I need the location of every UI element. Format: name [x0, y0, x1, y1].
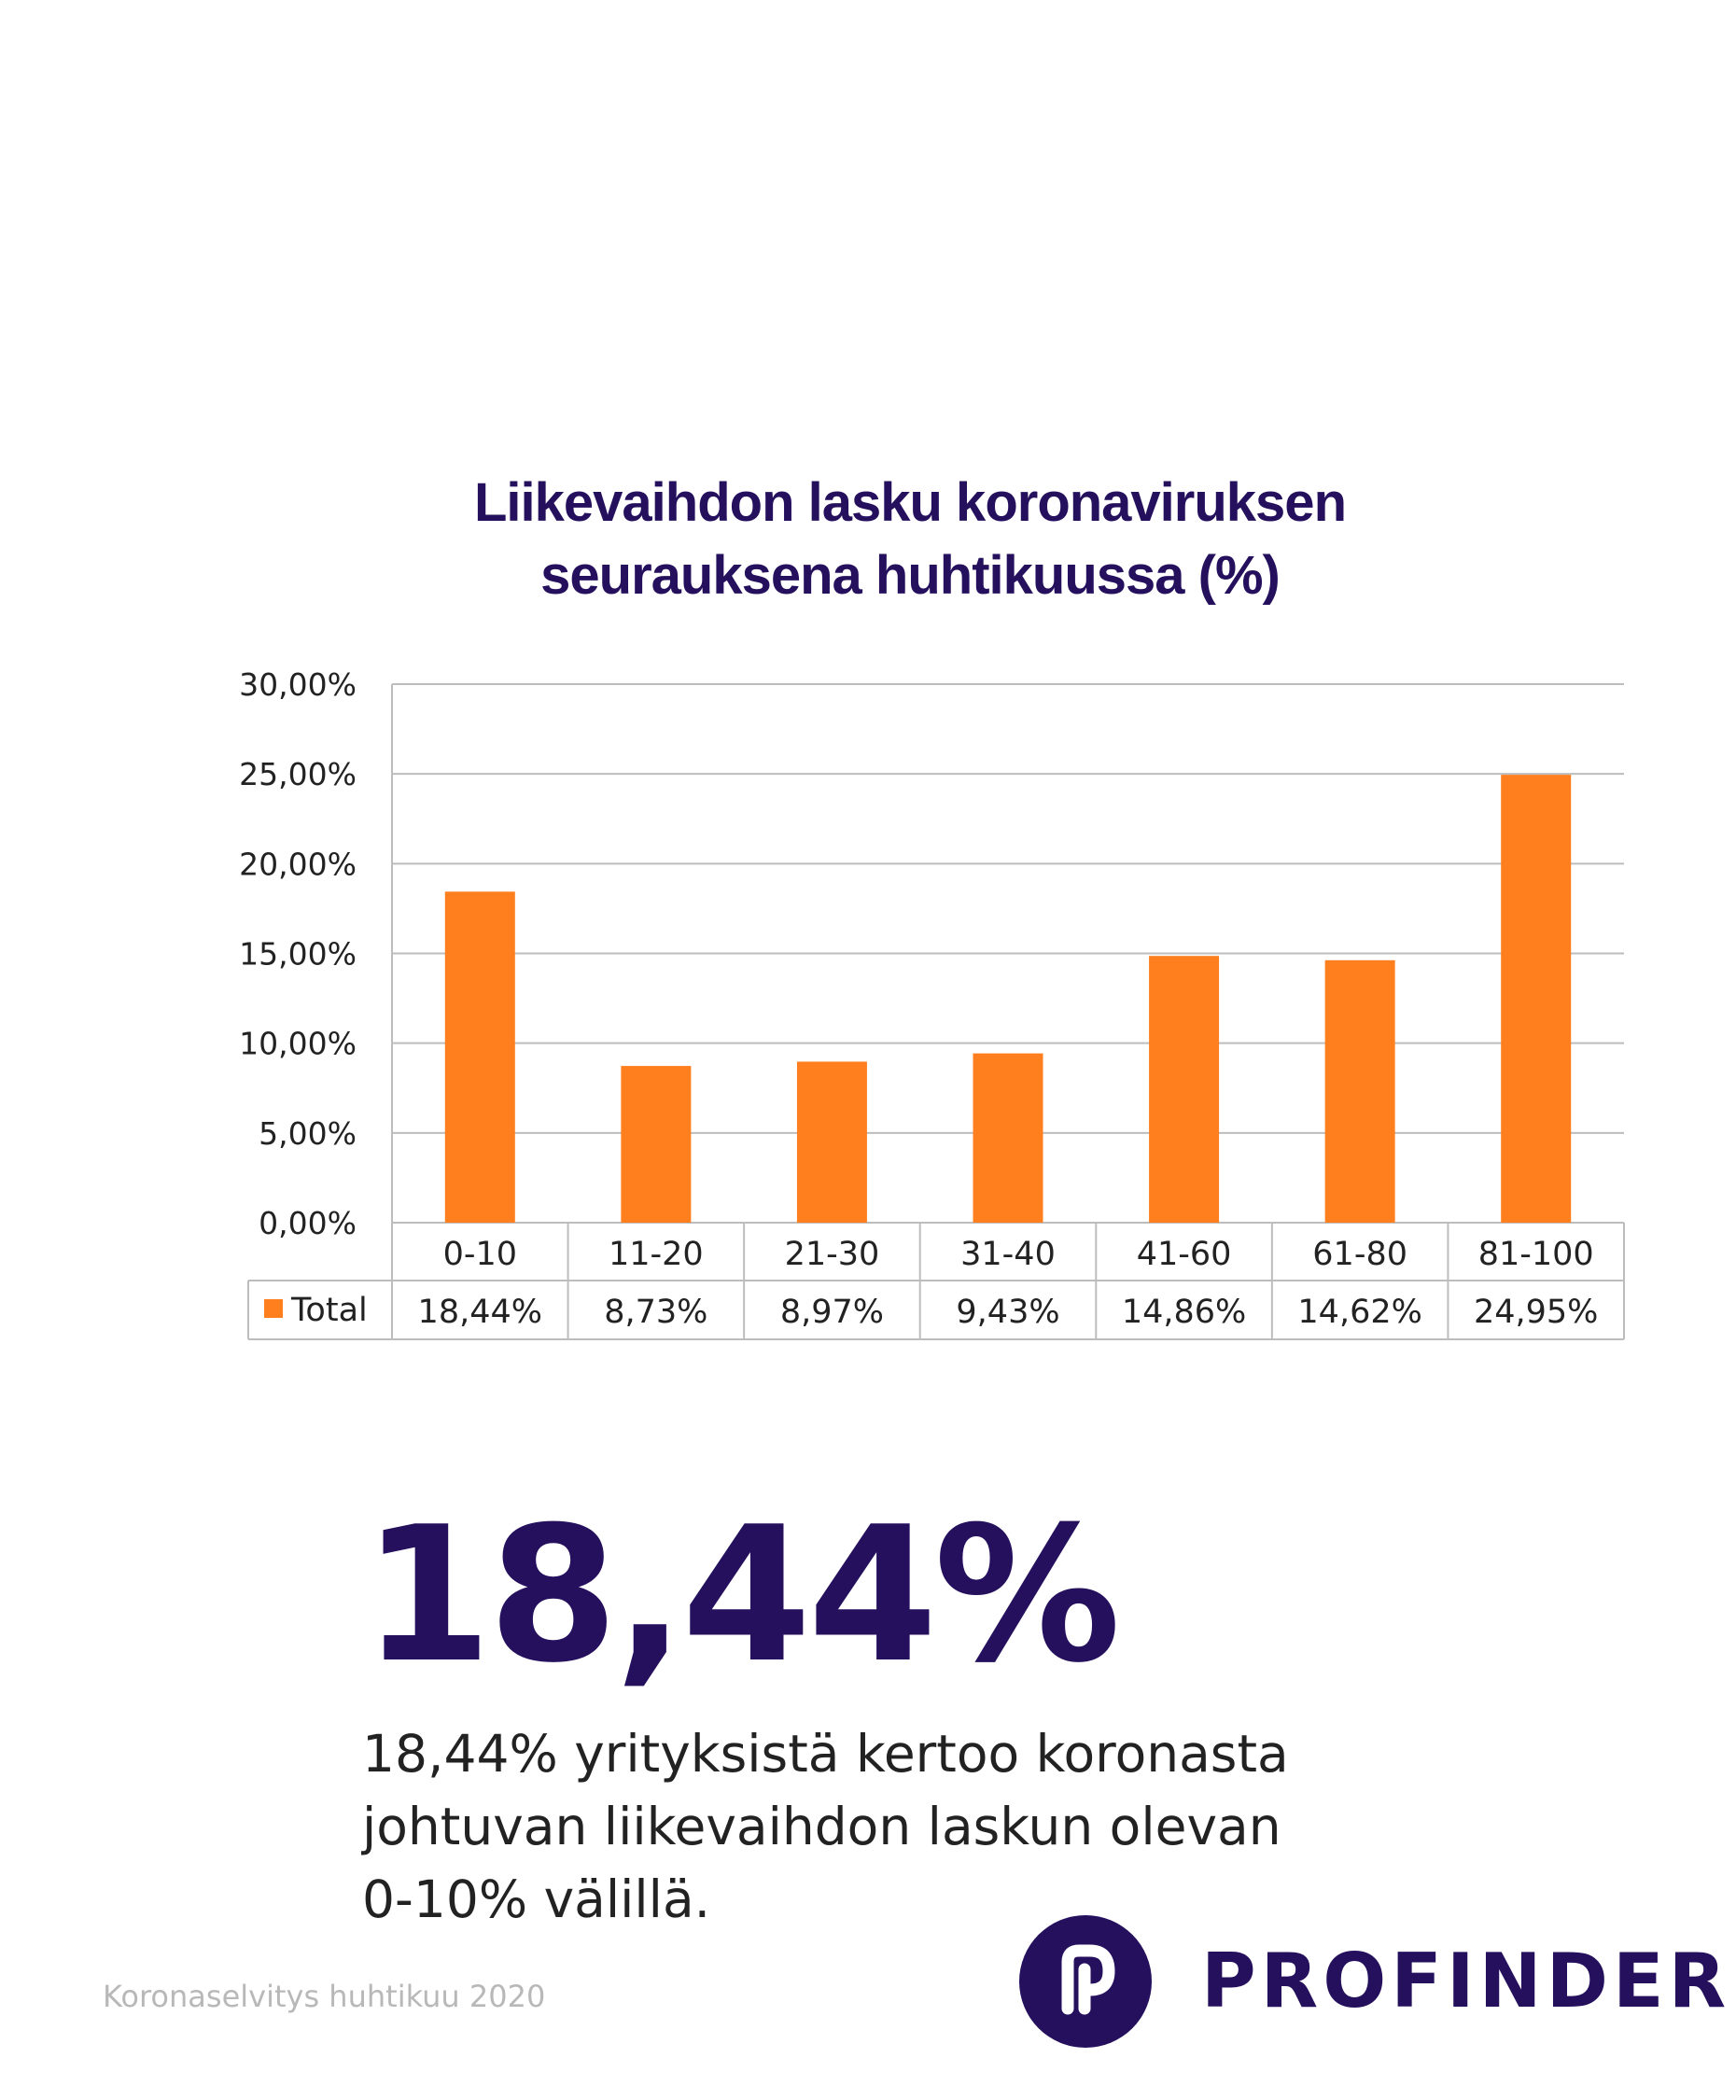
category-label: 41-60 [1136, 1236, 1232, 1273]
description-line-1: 18,44% yrityksistä kertoo koronasta [362, 1724, 1289, 1784]
data-table-value: 24,95% [1473, 1294, 1599, 1331]
y-tick-label: 30,00% [239, 666, 357, 703]
data-table-value: 18,44% [417, 1294, 543, 1331]
source-note: Koronaselvitys huhtikuu 2020 [103, 1979, 546, 2014]
description-line-3: 0-10% välillä. [362, 1869, 711, 1929]
bar [973, 1054, 1043, 1223]
chart-title-line-2: seurauksena huhtikuussa (%) [540, 545, 1280, 606]
description-line-2: johtuvan liikevaihdon laskun olevan [362, 1797, 1281, 1856]
bar [797, 1061, 867, 1223]
profinder-logo [1019, 1915, 1731, 2055]
y-tick-label: 15,00% [239, 935, 357, 973]
category-label: 21-30 [784, 1236, 880, 1273]
data-table-value: 8,97% [779, 1294, 885, 1331]
y-tick-label: 0,00% [259, 1205, 357, 1241]
legend-label: Total [291, 1292, 368, 1329]
bar [445, 891, 515, 1223]
y-tick-label: 10,00% [239, 1025, 357, 1062]
bar [621, 1066, 691, 1223]
data-table-value: 8,73% [604, 1294, 708, 1331]
bar [1501, 775, 1571, 1223]
y-tick-label: 20,00% [239, 846, 357, 883]
data-table-value: 9,43% [956, 1294, 1060, 1331]
category-label: 61-80 [1312, 1236, 1407, 1273]
category-label: 31-40 [960, 1236, 1056, 1273]
data-table-value: 14,62% [1297, 1294, 1422, 1331]
y-tick-label: 5,00% [259, 1114, 357, 1152]
headline-description [362, 1717, 1389, 1936]
bar [1325, 960, 1395, 1223]
category-label: 0-10 [442, 1236, 518, 1273]
brand-name: PROFINDER [1201, 1938, 1731, 2024]
chart-title-line-1: Liikevaihdon lasku koronaviruksen [474, 472, 1346, 533]
y-tick-label: 25,00% [239, 756, 357, 793]
profinder-logo-icon [1019, 1915, 1152, 2048]
headline-value: 18,44% [362, 1487, 1118, 1704]
bar [1149, 956, 1219, 1223]
category-label: 11-20 [609, 1236, 704, 1273]
legend-key [264, 1299, 283, 1318]
data-table-value: 14,86% [1121, 1294, 1247, 1331]
category-label: 81-100 [1477, 1236, 1594, 1273]
